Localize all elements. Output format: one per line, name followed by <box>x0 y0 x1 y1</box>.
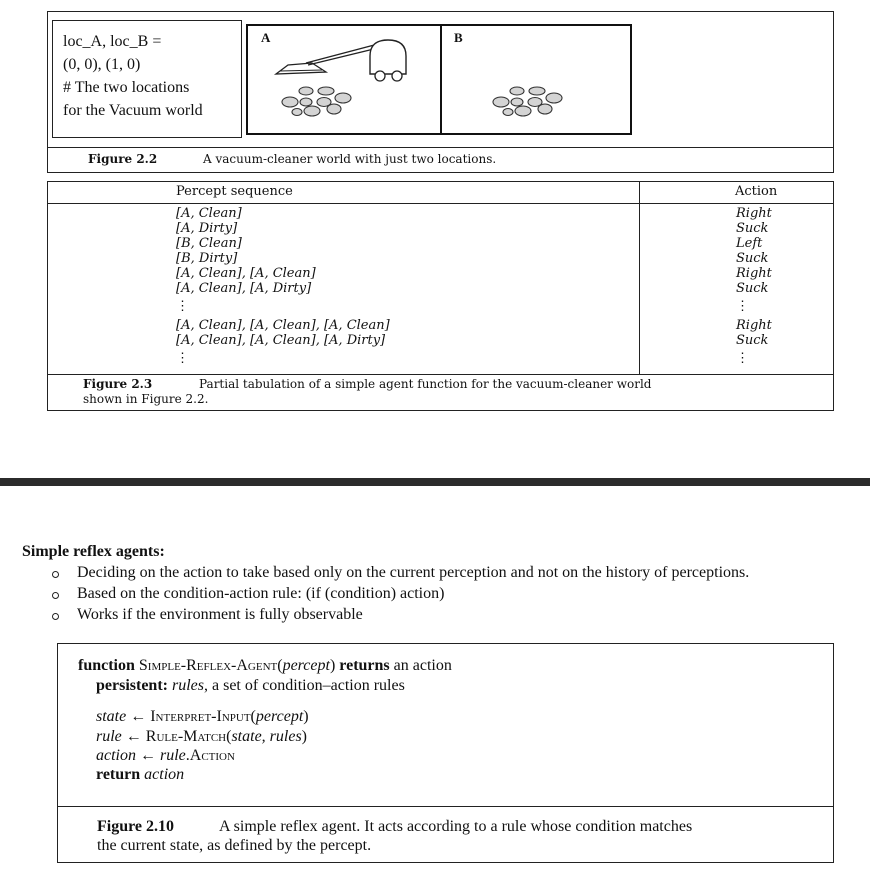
paren-close: ) <box>301 728 307 745</box>
var-rules: rules <box>171 677 204 694</box>
keyword-function: function <box>78 657 135 674</box>
paren-close: ) <box>329 657 336 674</box>
action-cell: Suck <box>736 251 769 266</box>
loc-text <box>63 30 203 122</box>
persistent-text: , a set of condition–action rules <box>203 677 405 694</box>
table-bottom-rule <box>47 374 834 375</box>
ellipsis-cell: ⋮ <box>176 299 189 314</box>
ellipsis-cell: ⋮ <box>736 351 749 366</box>
action-column <box>736 206 772 370</box>
arg-percept: percept <box>255 708 304 725</box>
square-b-label: B <box>454 30 463 45</box>
bullet-icon <box>52 592 59 599</box>
paren-open: ( <box>250 708 256 725</box>
action-cell: Left <box>736 236 763 251</box>
figure-2-10-label: Figure 2.10 <box>97 818 175 835</box>
square-divider <box>440 24 442 135</box>
table-column-rule <box>639 181 640 375</box>
returns-text: an action <box>393 657 452 674</box>
percept-cell: [A, Clean] <box>176 206 242 221</box>
action-cell: Suck <box>736 221 769 236</box>
var-action: action <box>96 747 136 764</box>
function-name: Simple-Reflex-Agent <box>138 657 278 674</box>
bullet-icon <box>52 613 59 620</box>
vacuum-icon <box>266 34 416 84</box>
notes-heading: Simple reflex agents: <box>22 543 165 560</box>
args-state-rules: state, rules <box>231 728 302 745</box>
percept-cell: [A, Clean], [A, Clean], [A, Clean] <box>176 318 390 333</box>
section-separator <box>0 478 870 486</box>
algorithm-line-action <box>96 747 235 765</box>
column-header-action: Action <box>735 184 778 199</box>
percept-cell: [B, Dirty] <box>176 251 238 266</box>
percept-cell: [A, Clean], [A, Dirty] <box>176 281 312 296</box>
figure-2-10-caption-line1: A simple reflex agent. It acts according to a rule whose condition matches <box>219 818 693 835</box>
action-cell: Right <box>736 266 772 281</box>
param-percept: percept <box>282 657 330 674</box>
paren-close: ) <box>303 708 309 725</box>
fn-rule-match: Rule-Match <box>145 728 227 745</box>
table-header-rule <box>47 203 834 204</box>
paren-open: ( <box>277 657 283 674</box>
var-rule-ref: rule <box>160 747 186 764</box>
loc-line: (0, 0), (1, 0) <box>63 56 141 73</box>
dirt-icon <box>490 86 566 118</box>
column-header-percept: Percept sequence <box>176 184 293 199</box>
keyword-return: return <box>96 766 141 783</box>
fn-interpret-input: Interpret-Input <box>150 708 251 725</box>
bullet-text: Deciding on the action to take based only on the current perception and not on the history of perceptions. <box>77 564 750 581</box>
percept-column <box>176 206 390 370</box>
algorithm-line-return <box>96 766 184 784</box>
ellipsis-cell: ⋮ <box>176 351 189 366</box>
loc-line: loc_A, loc_B = <box>63 33 162 50</box>
action-cell: Right <box>736 206 772 221</box>
var-state: state <box>96 708 127 725</box>
loc-line: for the Vacuum world <box>63 102 203 119</box>
dirt-icon <box>279 86 355 118</box>
figure-2-10-caption-line2: the current state, as defined by the percept. <box>97 837 372 854</box>
figure-2-3-caption-line1: Partial tabulation of a simple agent function for the vacuum-cleaner world <box>199 377 652 391</box>
algorithm-line-state <box>96 708 309 726</box>
figure-2-2-label: Figure 2.2 <box>88 152 158 166</box>
ellipsis-cell: ⋮ <box>736 299 749 314</box>
paren-open: ( <box>226 728 232 745</box>
figure-2-3-caption-line2: shown in Figure 2.2. <box>83 392 209 406</box>
loc-line: # The two locations <box>63 79 190 96</box>
assign-arrow: ← <box>140 747 156 764</box>
action-cell: Right <box>736 318 772 333</box>
algorithm-persistent <box>96 677 405 695</box>
return-var: action <box>144 766 185 783</box>
keyword-returns: returns <box>339 657 390 674</box>
algorithm-caption-rule <box>57 806 834 807</box>
bullet-text: Based on the condition-action rule: (if (condition) action) <box>77 585 445 602</box>
bullet-icon <box>52 571 59 578</box>
percept-cell: [A, Clean], [A, Clean] <box>176 266 316 281</box>
figure-2-2-caption: A vacuum-cleaner world with just two locations. <box>203 152 497 166</box>
action-cell: Suck <box>736 281 769 296</box>
assign-arrow: ← <box>130 708 147 725</box>
square-a-label: A <box>261 30 271 45</box>
algorithm-signature <box>78 657 452 675</box>
assign-arrow: ← <box>125 728 142 745</box>
bullet-text: Works if the environment is fully observable <box>77 606 363 623</box>
var-rule: rule <box>96 728 122 745</box>
action-cell: Suck <box>736 333 769 348</box>
percept-cell: [A, Clean], [A, Clean], [A, Dirty] <box>176 333 386 348</box>
percept-cell: [B, Clean] <box>176 236 242 251</box>
keyword-persistent: persistent: <box>96 677 168 694</box>
figure-2-2-divider <box>47 147 834 148</box>
figure-2-3-label: Figure 2.3 <box>83 377 153 391</box>
algorithm-line-rule <box>96 728 307 746</box>
percept-cell: [A, Dirty] <box>176 221 238 236</box>
attr-action: .Action <box>185 747 235 764</box>
